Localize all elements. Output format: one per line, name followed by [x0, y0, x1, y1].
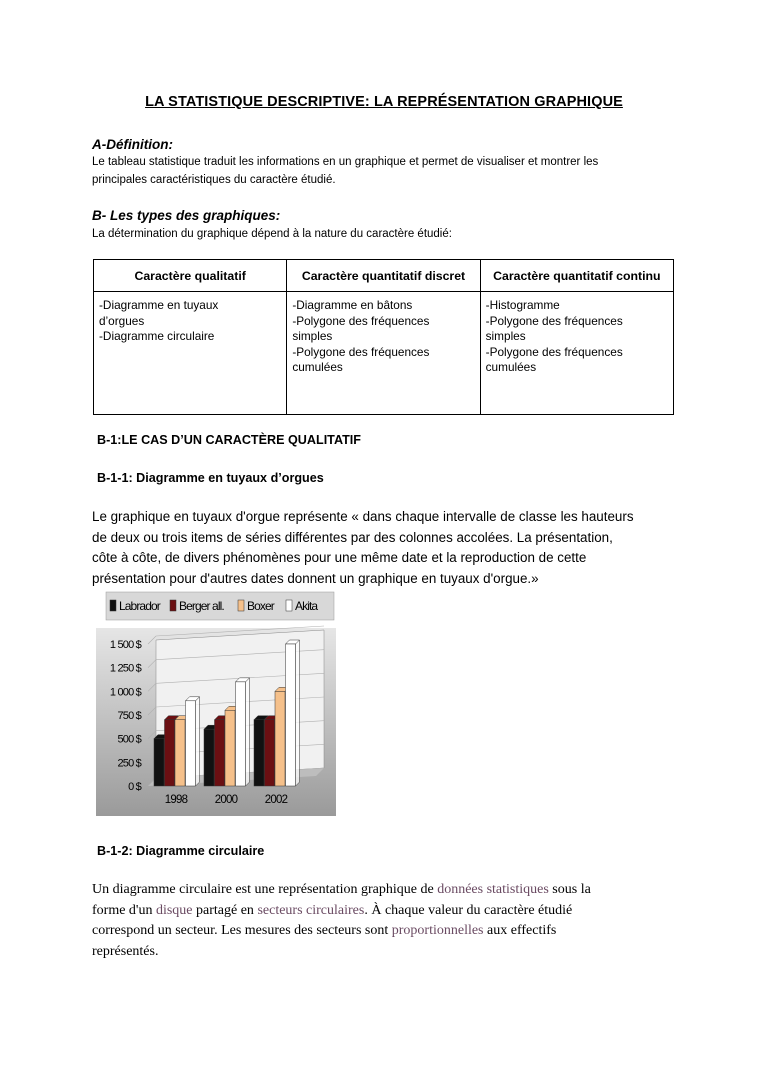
bar	[186, 701, 196, 786]
bar-side	[196, 697, 200, 786]
bar	[225, 710, 235, 786]
b11-paragraph	[92, 507, 634, 589]
legend-swatch	[110, 600, 116, 611]
cell-line: -Diagramme en tuyaux	[99, 298, 219, 312]
cell-line: -Polygone des fréquences	[485, 344, 623, 359]
x-tick-label: 2002	[264, 794, 288, 806]
cell-line: cumulées	[485, 360, 537, 374]
text-span: aux effectifs	[483, 923, 557, 938]
bar	[175, 720, 185, 786]
x-tick-label: 1998	[164, 794, 188, 806]
table-row	[94, 292, 674, 415]
text-line: Le tableau statistique traduit les informations en un graphique et permet de visualiser et montrer les	[92, 156, 599, 168]
bar-side	[296, 640, 300, 786]
b1-heading: B-1:LE CAS D’UN CARACTÈRE QUALITATIF	[97, 433, 361, 447]
text-line	[92, 921, 591, 942]
link-secteurs-circulaires[interactable]: secteurs circulaires	[257, 902, 365, 918]
b12-heading: B-1-2: Diagramme circulaire	[97, 844, 265, 858]
text-line	[92, 880, 591, 901]
table-header: Caractère quantitatif continu	[480, 260, 673, 292]
bar	[286, 644, 296, 786]
y-tick-label: 1 500 $	[109, 639, 141, 651]
chart-legend	[110, 599, 318, 613]
legend-swatch	[286, 600, 292, 611]
b11-heading: B-1-1: Diagramme en tuyaux d’orgues	[97, 471, 324, 485]
cell-line: simples	[485, 329, 526, 343]
y-tick-label: 750 $	[117, 710, 141, 722]
table-header: Caractère quantitatif discret	[287, 260, 480, 292]
text-span: sous la	[548, 882, 591, 897]
bar	[254, 720, 264, 786]
y-tick-label: 500 $	[117, 733, 141, 746]
bar	[154, 739, 164, 786]
cell-line: simples	[292, 329, 333, 343]
text-span: forme d'un	[92, 902, 156, 918]
table-cell	[94, 292, 287, 415]
organ-pipe-chart	[96, 590, 336, 816]
text-line: de deux ou trois items de séries différentes par des colonnes accolées. La présentation,	[92, 529, 613, 545]
cell-line: -Polygone des fréquences	[292, 344, 430, 359]
cell-line: d’orgues	[99, 313, 145, 328]
cell-line: -Polygone des fréquences	[485, 313, 623, 328]
section-a-heading: A-Définition:	[92, 137, 173, 152]
cell-line: cumulées	[292, 360, 343, 374]
link-proportionnelles[interactable]: proportionnelles	[391, 923, 484, 938]
graph-types-table	[93, 259, 674, 415]
legend-label: Labrador	[119, 599, 160, 613]
x-tick-label: 2000	[214, 794, 238, 806]
cell-line: -Diagramme circulaire	[99, 329, 215, 343]
cell-line: -Diagramme en bâtons	[292, 298, 413, 312]
table-cell	[287, 292, 480, 415]
cell-line: -Histogramme	[485, 298, 560, 312]
y-tick-label: 0 $	[128, 781, 141, 793]
link-donnees-statistiques[interactable]: données statistiques	[437, 882, 549, 897]
table-header: Caractère qualitatif	[94, 260, 287, 292]
text-line: présentation pour d'autres dates donnent un graphique en tuyaux d'orgue.»	[92, 570, 539, 586]
text-span: correspond un secteur. Les mesures des secteurs sont	[92, 923, 392, 938]
table-cell	[480, 292, 673, 415]
text-line: représentés.	[92, 943, 159, 959]
text-span: Un diagramme circulaire est une représentation graphique de	[92, 882, 438, 897]
link-disque[interactable]: disque	[155, 902, 193, 918]
bar	[275, 691, 285, 786]
y-tick-label: 1 250 $	[109, 662, 141, 675]
y-tick-label: 1 000 $	[109, 686, 141, 699]
text-line: Le graphique en tuyaux d'orgue représente « dans chaque intervalle de classe les hauteurs	[92, 509, 634, 524]
section-b-intro: La détermination du graphique dépend à la nature du caractère étudié:	[92, 228, 452, 240]
x-axis-labels	[165, 794, 288, 806]
legend-label: Akita	[295, 599, 318, 613]
text-line: principales caractéristiques du caractère étudié.	[92, 174, 336, 186]
text-line	[92, 901, 591, 922]
bar	[265, 720, 275, 786]
bar	[165, 720, 175, 786]
b12-paragraph	[92, 880, 591, 962]
table-header-row	[94, 260, 674, 292]
text-span: partagé en	[192, 902, 258, 918]
section-b-heading: B- Les types des graphiques:	[92, 208, 281, 223]
section-a-text	[92, 153, 598, 189]
bar-side	[246, 678, 250, 786]
bar	[236, 682, 246, 786]
legend-swatch	[238, 600, 244, 611]
legend-swatch	[170, 600, 176, 611]
cell-line: -Polygone des fréquences	[292, 313, 430, 328]
page-title: LA STATISTIQUE DESCRIPTIVE: LA REPRÉSENTATION GRAPHIQUE	[145, 94, 623, 110]
legend-label: Berger all.	[179, 599, 224, 613]
bar	[215, 720, 225, 786]
text-span: . À chaque valeur du caractère étudié	[364, 902, 573, 918]
y-tick-label: 250 $	[117, 757, 141, 770]
legend-label: Boxer	[247, 599, 274, 613]
bar	[204, 729, 214, 786]
text-line: côte à côte, de divers phénomènes pour une même date et la reproduction de cette	[92, 550, 587, 565]
